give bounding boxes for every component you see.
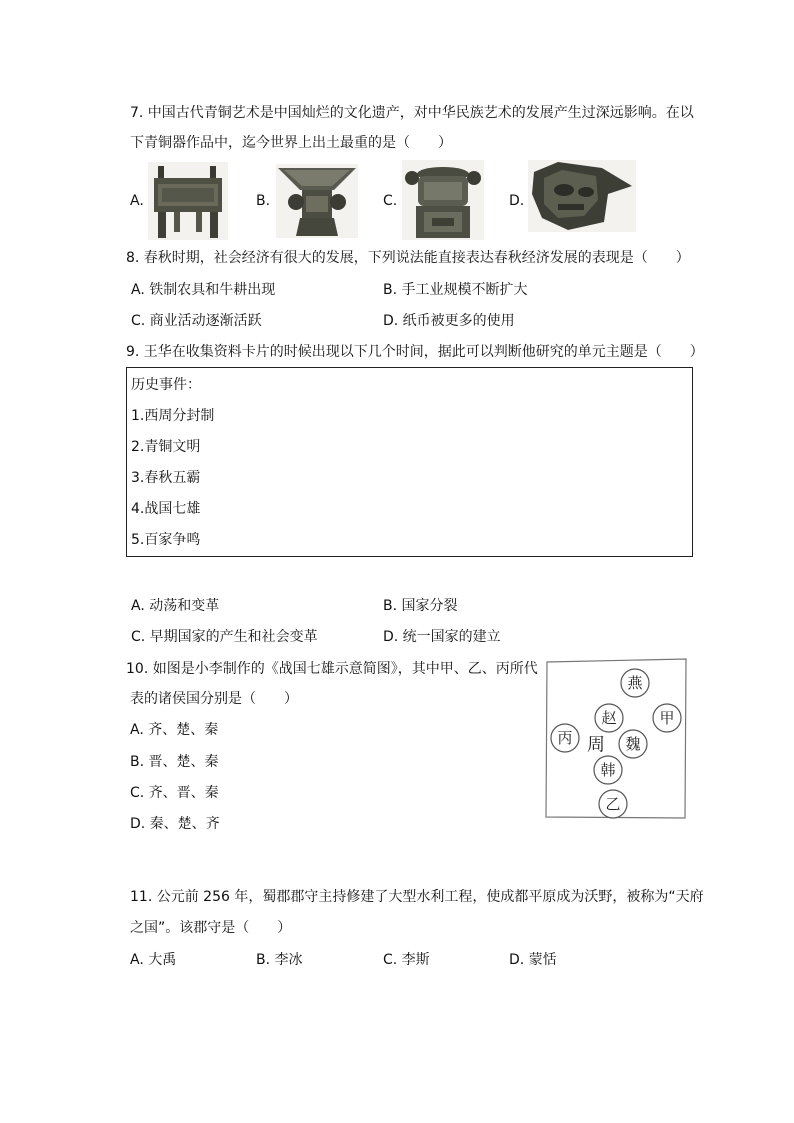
q11-option-d[interactable]: D. 蒙恬 [509,952,557,968]
q7-option-b-label[interactable]: B. [256,193,271,209]
q11-option-c[interactable]: C. 李斯 [383,952,430,968]
map-label: 甲 [659,709,675,727]
q7-stem-line2: 下青铜器作品中，迄今世界上出土最重的是（ ） [130,135,452,151]
q10-option-d[interactable]: D. 秦、楚、齐 [130,816,220,832]
q11-option-a[interactable]: A. 大禹 [130,952,177,968]
map-state-yi [599,790,627,818]
map-label: 燕 [627,674,643,692]
bronze-ding-image [148,162,228,240]
map-state-jia [653,704,681,732]
q7-stem-line1: 7. 中国古代青铜艺术是中国灿烂的文化遗产，对中华民族艺术的发展产生过深远影响。在以 [130,105,694,121]
q10-stem-line2: 表的诸侯国分别是（ ） [130,691,298,707]
q9-card-item: 1.西周分封制 [131,408,215,424]
map-state-zhao [595,704,623,732]
map-label: 韩 [600,761,616,779]
map-state-wei [619,730,647,758]
bronze-mask-image [528,160,636,232]
map-label-zhou: 周 [587,734,605,756]
map-label: 魏 [625,735,641,753]
q9-option-a[interactable]: A. 动荡和变革 [131,598,220,614]
q7-option-d-label[interactable]: D. [509,193,525,209]
q9-card-item: 3.春秋五霸 [131,470,201,486]
q11-stem-line2: 之国”。该郡守是（ ） [130,920,292,936]
map-label: 丙 [557,729,573,747]
map-label: 赵 [601,709,617,727]
q9-card-item: 4.战国七雄 [131,501,201,517]
q10-option-b[interactable]: B. 晋、楚、秦 [130,754,219,770]
q8-option-a[interactable]: A. 铁制农具和牛耕出现 [131,282,276,298]
q9-material-card [126,367,693,557]
q11-option-b[interactable]: B. 李冰 [256,952,303,968]
q11-stem-line1: 11. 公元前 256 年，蜀郡郡守主持修建了大型水利工程，使成都平原成为沃野，被称为“天府 [130,889,704,905]
q10-option-a[interactable]: A. 齐、楚、秦 [130,722,219,738]
q8-option-d[interactable]: D. 纸币被更多的使用 [383,313,515,329]
q9-card-item: 5.百家争鸣 [131,532,201,548]
q9-option-d[interactable]: D. 统一国家的建立 [383,629,501,645]
map-state-bing [551,724,579,752]
q8-option-b[interactable]: B. 手工业规模不断扩大 [383,282,528,298]
map-state-han [594,756,622,784]
bronze-hu-image [402,160,484,240]
bronze-zun-image [276,164,358,238]
q10-stem-line1: 10. 如图是小李制作的《战国七雄示意简图》，其中甲、乙、丙所代 [126,661,538,677]
q8-stem: 8. 春秋时期，社会经济有很大的发展，下列说法能直接表达春秋经济发展的表现是（ ） [126,250,690,266]
q8-option-c[interactable]: C. 商业活动逐渐活跃 [131,313,262,329]
q9-option-b[interactable]: B. 国家分裂 [383,598,458,614]
map-label: 乙 [605,795,621,813]
map-state-yan [621,669,649,697]
q7-option-c-label[interactable]: C. [383,193,398,209]
warring-states-map [540,656,692,822]
q9-option-c[interactable]: C. 早期国家的产生和社会变革 [131,629,318,645]
q10-option-c[interactable]: C. 齐、晋、秦 [130,785,219,801]
q7-option-a-label[interactable]: A. [130,193,144,209]
q9-card-item: 2.青铜文明 [131,439,201,455]
q9-stem: 9. 王华在收集资料卡片的时候出现以下几个时间，据此可以判断他研究的单元主题是（ ） [126,344,704,360]
q9-card-title: 历史事件： [131,377,201,393]
